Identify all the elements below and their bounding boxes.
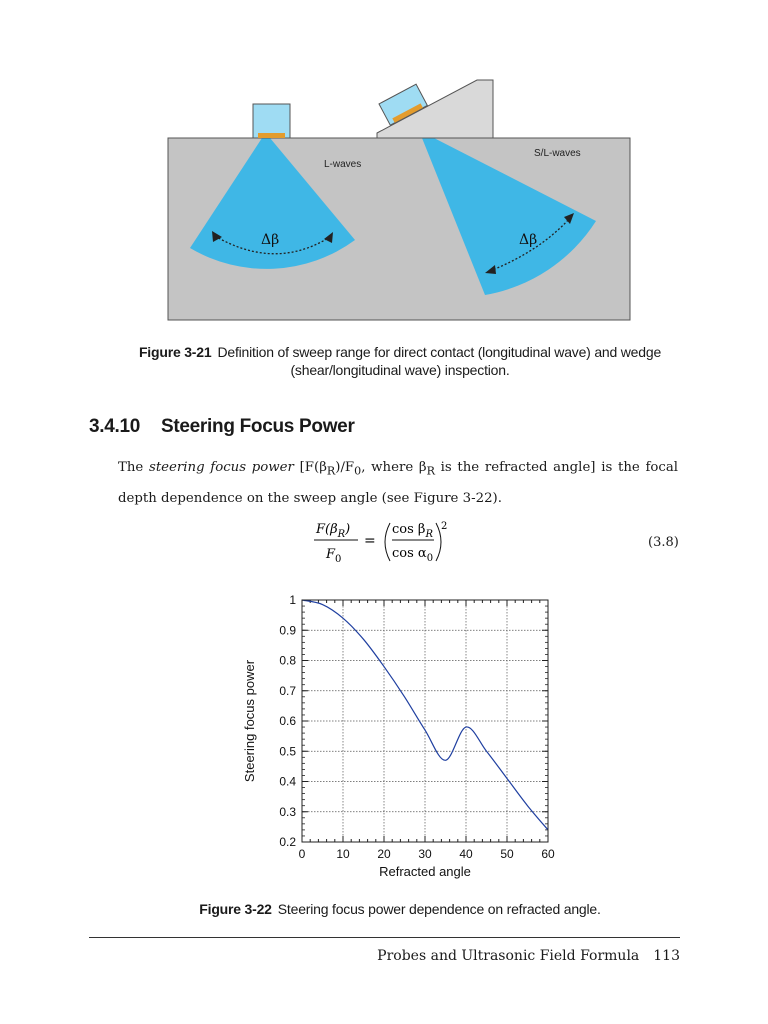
steering-focus-chart <box>232 590 572 890</box>
figure-3-21-caption-line1: Definition of sweep range for direct contact (longitudinal wave) and wedge <box>217 344 662 360</box>
equation-number: (3.8) <box>648 535 679 550</box>
para-text: [F(β <box>293 460 327 475</box>
y-tick-label: 0.7 <box>279 683 296 698</box>
eq-equals: = <box>364 533 376 549</box>
section-number: 3.4.10 <box>89 416 141 437</box>
eq-numerator: $F(\beta_R)$ <box>316 522 351 540</box>
x-tick-label: 0 <box>298 847 306 861</box>
delta-beta-left: Δβ <box>261 232 280 248</box>
y-tick-label: 0.9 <box>279 623 296 638</box>
figure-3-21-caption-line2: (shear/longitudinal wave) inspection. <box>290 362 510 378</box>
para-subscript: R <box>326 464 336 478</box>
x-tick-label: 40 <box>459 847 473 861</box>
figure-3-22-label: Figure 3-22 <box>199 901 272 917</box>
x-tick-label: 50 <box>500 847 514 861</box>
x-tick-label: 60 <box>541 847 555 861</box>
para-subscript: R <box>426 464 435 478</box>
l-waves-label: L-waves <box>324 159 362 170</box>
para-term: steering focus power <box>149 460 294 475</box>
probe-element <box>258 133 285 138</box>
chart-tick-labels <box>279 593 555 861</box>
running-title: Probes and Ultrasonic Field Formula <box>377 948 640 964</box>
x-tick-label: 20 <box>377 847 391 861</box>
page-number: 113 <box>653 948 680 964</box>
x-tick-label: 10 <box>336 847 350 861</box>
figure-3-21-label: Figure 3-21 <box>138 344 212 360</box>
sl-waves-label: S/L-waves <box>534 148 581 159</box>
section-heading <box>89 416 355 438</box>
para-text: is the refracted angle] is the focal depth dependence on the sweep angle (see Figure 3-22). <box>118 460 679 506</box>
chart-grid <box>302 600 548 842</box>
figure-3-21-diagram <box>160 66 636 326</box>
eq-cos-numerator: $\cos \beta_R$ <box>392 522 433 540</box>
eq-denominator: $F_0$ <box>326 547 342 565</box>
y-tick-label: 0.5 <box>279 744 296 759</box>
equation-3-8 <box>300 515 470 573</box>
y-tick-label: 0.4 <box>279 774 296 789</box>
y-tick-label: 0.3 <box>279 804 296 819</box>
contact-probe <box>253 104 290 138</box>
section-title: Steering Focus Power <box>161 416 355 437</box>
delta-beta-right: Δβ <box>519 232 538 248</box>
para-text: , where β <box>361 460 427 475</box>
eq-exponent: 2 <box>441 521 448 532</box>
x-tick-label: 30 <box>418 847 432 861</box>
y-tick-label: 0.8 <box>279 653 296 668</box>
y-tick-label: 1 <box>289 593 296 607</box>
footer-rule <box>89 937 680 938</box>
figure-3-22-caption-text: Steering focus power dependence on refracted angle. <box>277 901 601 917</box>
y-tick-label: 0.6 <box>279 714 296 728</box>
eq-left-paren <box>385 523 390 561</box>
figure-3-22-caption <box>100 900 700 918</box>
eq-cos-denominator: $\cos \alpha_0$ <box>392 546 434 564</box>
para-text: The <box>118 460 150 475</box>
y-axis-label: Steering focus power <box>242 659 257 783</box>
figure-3-21-caption <box>100 343 700 379</box>
para-text: )/F <box>335 460 355 475</box>
y-tick-label: 0.2 <box>279 835 296 849</box>
body-paragraph <box>118 454 678 512</box>
page-footer <box>377 948 680 964</box>
para-subscript: 0 <box>354 464 362 478</box>
x-axis-label: Refracted angle <box>379 864 471 879</box>
